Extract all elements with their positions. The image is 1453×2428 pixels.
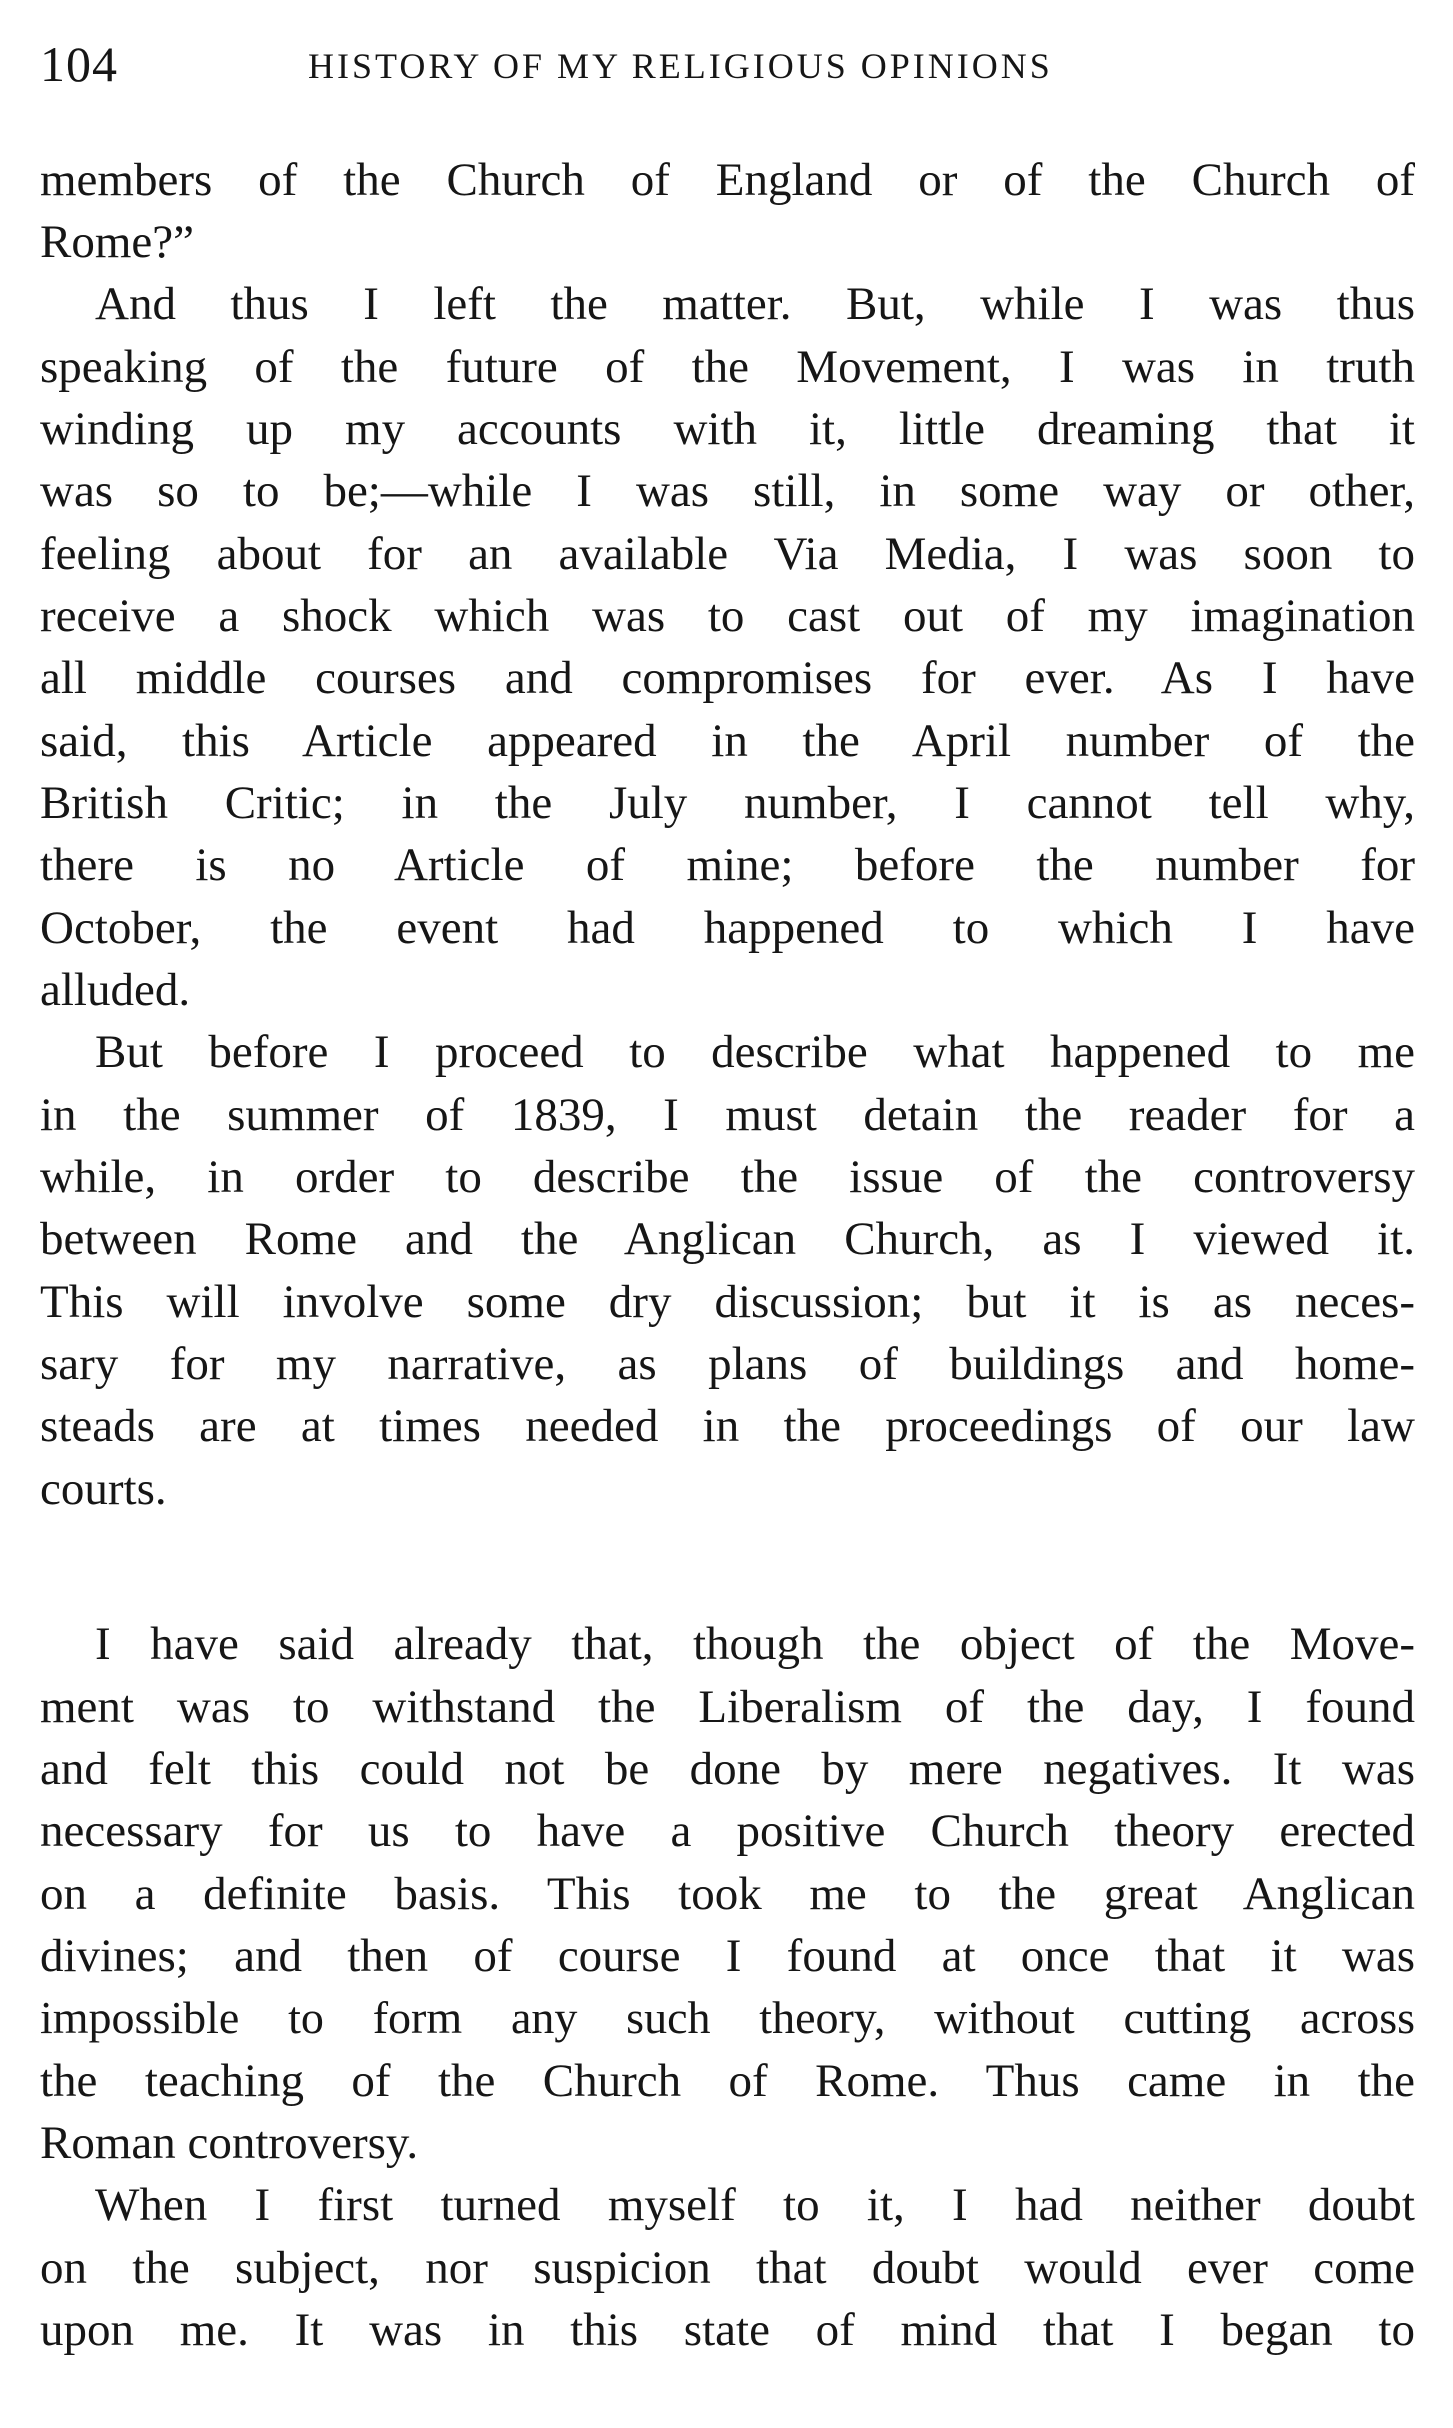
running-title: HISTORY OF MY RELIGIOUS OPINIONS bbox=[308, 46, 1053, 86]
text-line: divines; and then of course I found at once that it was bbox=[40, 1930, 1415, 1982]
text-line: members of the Church of England or of the Church of bbox=[40, 154, 1415, 206]
text-line: said, this Article appeared in the April number of the bbox=[40, 715, 1415, 767]
text-line: Rome?” bbox=[40, 216, 194, 268]
text-line: upon me. It was in this state of mind that I began to bbox=[40, 2304, 1415, 2356]
text-line: This will involve some dry discussion; but it is as neces- bbox=[40, 1276, 1415, 1328]
text-line: sary for my narrative, as plans of buildings and home- bbox=[40, 1338, 1415, 1390]
text-line: feeling about for an available Via Media, I was soon to bbox=[40, 528, 1415, 580]
text-line: ment was to withstand the Liberalism of the day, I found bbox=[40, 1681, 1415, 1733]
text-line: October, the event had happened to which I have bbox=[40, 902, 1415, 954]
text-line: impossible to form any such theory, without cutting across bbox=[40, 1992, 1415, 2043]
text-line: between Rome and the Anglican Church, as I viewed it. bbox=[40, 1213, 1415, 1265]
text-line: courts. bbox=[40, 1463, 167, 1515]
running-head bbox=[40, 34, 1413, 94]
page-number: 104 bbox=[40, 36, 118, 92]
text-line: British Critic; in the July number, I cannot tell why, bbox=[40, 777, 1415, 829]
text-line: winding up my accounts with it, little dreaming that it bbox=[40, 403, 1415, 455]
text-line: Roman controversy. bbox=[40, 2117, 419, 2169]
text-line: And thus I left the matter. But, while I was thus bbox=[95, 278, 1415, 330]
text-line: But before I proceed to describe what happened to me bbox=[95, 1026, 1415, 1078]
text-line: receive a shock which was to cast out of my imagination bbox=[40, 590, 1415, 642]
text-line: alluded. bbox=[40, 964, 191, 1016]
text-line: When I first turned myself to it, I had neither doubt bbox=[95, 2179, 1415, 2231]
text-line: steads are at times needed in the proceedings of our law bbox=[40, 1400, 1415, 1452]
text-line: speaking of the future of the Movement, I was in truth bbox=[40, 341, 1415, 393]
text-line: while, in order to describe the issue of the controversy bbox=[40, 1151, 1415, 1203]
text-line: and felt this could not be done by mere negatives. It was bbox=[40, 1743, 1415, 1795]
text-line: in the summer of 1839, I must detain the reader for a bbox=[40, 1089, 1415, 1141]
text-line: on the subject, nor suspicion that doubt would ever come bbox=[40, 2242, 1415, 2294]
text-line: there is no Article of mine; before the number for bbox=[40, 839, 1415, 891]
text-line: I have said already that, though the object of the Move- bbox=[95, 1618, 1415, 1670]
text-line: necessary for us to have a positive Church theory erected bbox=[40, 1805, 1415, 1857]
text-line: the teaching of the Church of Rome. Thus came in the bbox=[40, 2055, 1415, 2107]
text-line: all middle courses and compromises for ever. As I have bbox=[40, 652, 1415, 704]
text-line: was so to be;—while I was still, in some way or other, bbox=[40, 465, 1415, 517]
text-line: on a definite basis. This took me to the great Anglican bbox=[40, 1868, 1415, 1920]
